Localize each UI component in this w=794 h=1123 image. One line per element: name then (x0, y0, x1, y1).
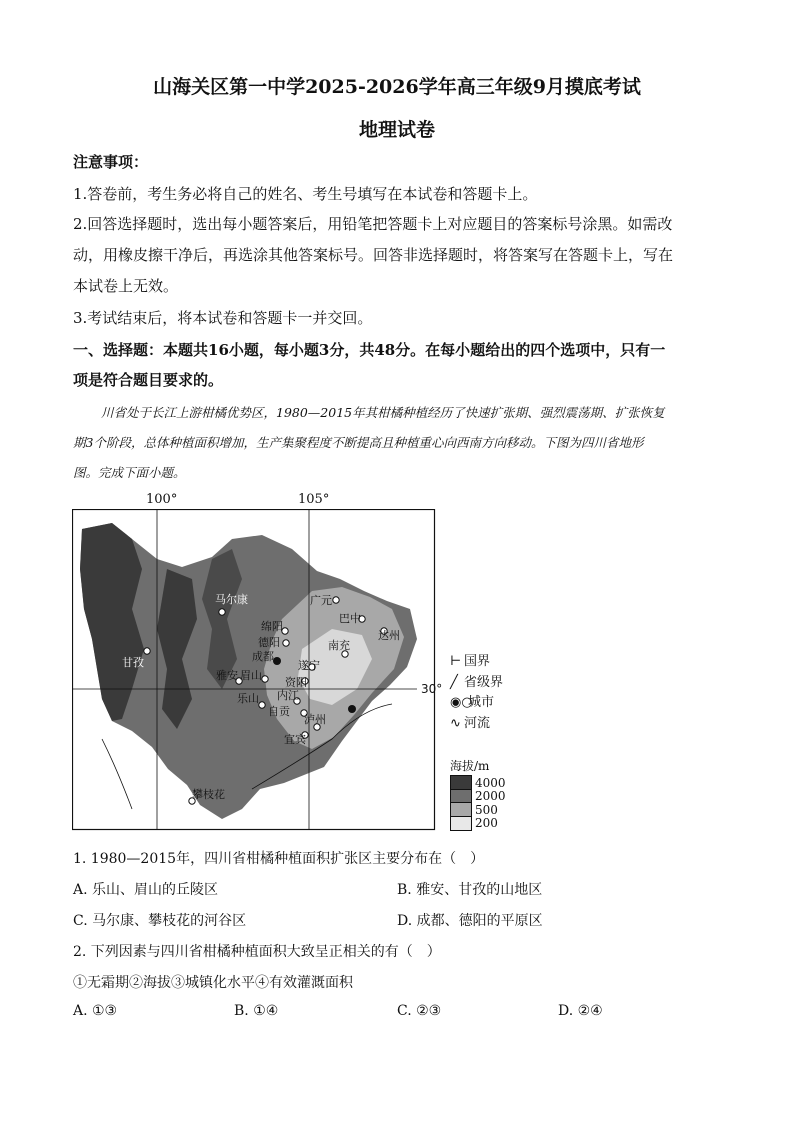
city-label-dazhou: 达州 (378, 629, 400, 642)
city-label-nanchong: 南充 (328, 639, 350, 652)
city-icon: ◉○ (450, 695, 473, 710)
city-label-neijiang: 内江 (277, 689, 299, 702)
city-label-maerkang: 马尔康 (215, 593, 248, 606)
sichuan-terrain-map (72, 509, 512, 831)
capital-marker (273, 657, 281, 665)
city-label-panzhihua: 攀枝花 (192, 788, 225, 801)
q2-option-c: C. ②③ (397, 1003, 442, 1019)
lat-label-30: 30° (421, 682, 443, 696)
section-heading-cont: 项是符合题目要求的。 (73, 371, 224, 389)
question-2-factors: ①无霜期②海拔③城镇化水平④有效灌溉面积 (73, 975, 353, 991)
city-label-suining: 遂宁 (298, 659, 320, 672)
city-label-guangyuan: 广元 (310, 594, 332, 607)
city-label-chengdu: 成都 (252, 650, 274, 663)
legend-province-border: ╱ 省级界 (450, 673, 503, 694)
question-1-stem: 1. 1980—2015年，四川省柑橘种植面积扩张区主要分布在（ ） (73, 851, 485, 867)
city-label-meishan: 眉山 (240, 669, 262, 682)
river-icon: ∿ (450, 715, 461, 731)
elevation-title: 海拔/m (450, 759, 490, 773)
map-legend (450, 652, 503, 734)
dash-icon: ╱ (450, 674, 458, 690)
notice-item-2-cont: 动，用橡皮擦干净后，再选涂其他答案标号。回答非选择题时，将答案写在答题卡上，写在 (73, 246, 674, 264)
city-label-leshan: 乐山 (237, 692, 259, 705)
notice-item-3: 3.考试结束后，将本试卷和答题卡一并交回。 (73, 309, 373, 327)
city-marker-chongqing (348, 705, 356, 713)
city-label-yaan: 雅安 (216, 669, 238, 682)
city-label-mianyang: 绵阳 (261, 620, 283, 633)
q2-option-d: D. ②④ (558, 1003, 603, 1019)
notice-item-1: 1.答卷前，考生务必将自己的姓名、考生号填写在本试卷和答题卡上。 (73, 185, 538, 203)
city-label-yibin: 宜宾 (284, 733, 306, 746)
section-heading: 一、选择题：本题共16小题，每小题3分，共48分。在每小题给出的四个选项中，只有一 (73, 341, 666, 359)
city-label-ziyang: 资阳 (285, 676, 307, 689)
q2-option-b: B. ①④ (234, 1003, 279, 1019)
lon-label-105: 105° (298, 492, 330, 507)
q1-option-c: C. 马尔康、攀枝花的河谷区 (73, 913, 247, 929)
passage-line-3: 图。完成下面小题。 (73, 465, 186, 480)
q1-option-d: D. 成都、德阳的平原区 (397, 913, 543, 929)
city-label-deyang: 德阳 (258, 636, 280, 649)
legend-country-border: ⊢ 国界 (450, 652, 503, 673)
notice-item-2-end: 本试卷上无效。 (73, 277, 179, 295)
notice-heading: 注意事项： (73, 153, 149, 171)
question-2-stem: 2. 下列因素与四川省柑橘种植面积大致呈正相关的有（ ） (73, 944, 441, 960)
city-label-zigong: 自贡 (268, 705, 290, 718)
q1-option-b: B. 雅安、甘孜的山地区 (397, 882, 543, 898)
passage-line-1: 川省处于长江上游柑橘优势区，1980—2015年其柑橘种植经历了快速扩张期、强烈震荡期、扩张恢复 (101, 405, 665, 420)
city-label-luzhou: 泸州 (304, 713, 326, 726)
border-icon: ⊢ (450, 654, 462, 669)
city-label-bazhong: 巴中 (339, 612, 361, 625)
passage-line-2: 期3个阶段，总体种植面积增加，生产集聚程度不断提高且种植重心向西南方向移动。下图为四川省地形 (73, 435, 644, 450)
city-label-ganzi: 甘孜 (122, 656, 144, 669)
notice-item-2: 2.回答选择题时，选出每小题答案后，用铅笔把答题卡上对应题目的答案标号涂黑。如需改 (73, 215, 673, 233)
exam-subtitle: 地理试卷 (358, 119, 435, 141)
elevation-scale: 4000 2000 500 200 (450, 776, 506, 830)
exam-title: 山海关区第一中学2025-2026学年高三年级9月摸底考试 (153, 76, 641, 98)
lon-label-100: 100° (146, 492, 178, 507)
q1-option-a: A. 乐山、眉山的丘陵区 (73, 882, 219, 898)
legend-river: ∿ 河流 (450, 714, 503, 735)
legend-city: ◉○城市 (450, 693, 503, 714)
q2-option-a: A. ①③ (73, 1003, 118, 1019)
